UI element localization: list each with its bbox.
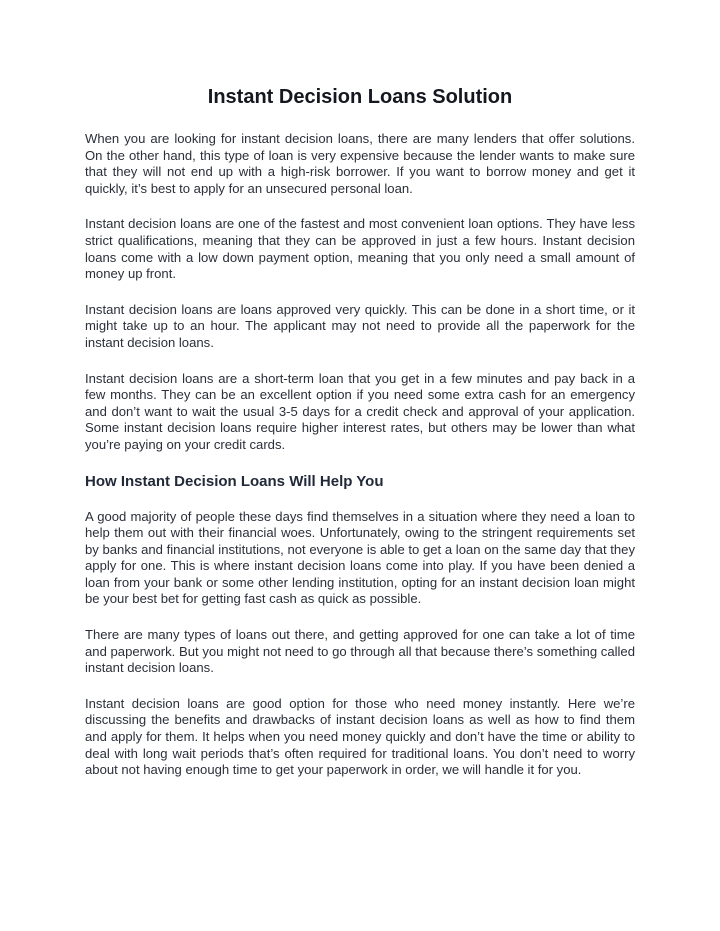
- intro-paragraph-2: Instant decision loans are one of the fastest and most convenient loan options. They have less strict qualifications, meaning that they can be approved in just a few hours. Instant decision loans come with a low down payment option, meaning that you only need a small amount of money up front.: [85, 216, 635, 282]
- section-paragraph-2: There are many types of loans out there, and getting approved for one can take a lot of time and paperwork. But you might not need to go through all that because there’s something called instant decision loans.: [85, 627, 635, 676]
- document-title: Instant Decision Loans Solution: [207, 86, 513, 108]
- document-body: [85, 85, 635, 798]
- intro-paragraph-4: Instant decision loans are a short-term loan that you get in a few minutes and pay back in a few months. They can be an excellent option if you need some extra cash for an emergency and don’t want to wait the usual 3-5 days for a credit check and approval of your application. Some instant decision loans require higher interest rates, but others may be lower than what you’re paying on your credit cards.: [85, 370, 635, 452]
- intro-paragraph-3: Instant decision loans are loans approved very quickly. This can be done in a short time, or it might take up to an hour. The applicant may not need to provide all the paperwork for the instant decision loans.: [85, 301, 635, 350]
- intro-paragraph-1: When you are looking for instant decision loans, there are many lenders that offer solutions. On the other hand, this type of loan is very expensive because the lender wants to make sure that they will not end up with a high-risk borrower. If you want to borrow money and get it quickly, it’s best to apply for an unsecured personal loan.: [85, 131, 635, 196]
- section-paragraph-1: A good majority of people these days find themselves in a situation where they need a loan to help them out with their financial woes. Unfortunately, owing to the stringent requirements set by banks and financial institutions, not everyone is able to get a loan on the same day that they apply for one. This is where instant decision loans come into play. If you have been denied a loan from your bank or some other lending institution, opting for an instant decision loan might be your best bet for getting fast cash as quick as possible.: [85, 508, 635, 607]
- section-heading: How Instant Decision Loans Will Help You: [85, 472, 384, 490]
- section-paragraph-3: Instant decision loans are good option for those who need money instantly. Here we’re discussing the benefits and drawbacks of instant decision loans as well as how to find them and apply for them. It helps when you need money quickly and don’t have the time or ability to deal with long wait periods that’s often required for traditional loans. You don’t need to worry about not having enough time to get your paperwork in order, we will handle it for you.: [85, 695, 635, 778]
